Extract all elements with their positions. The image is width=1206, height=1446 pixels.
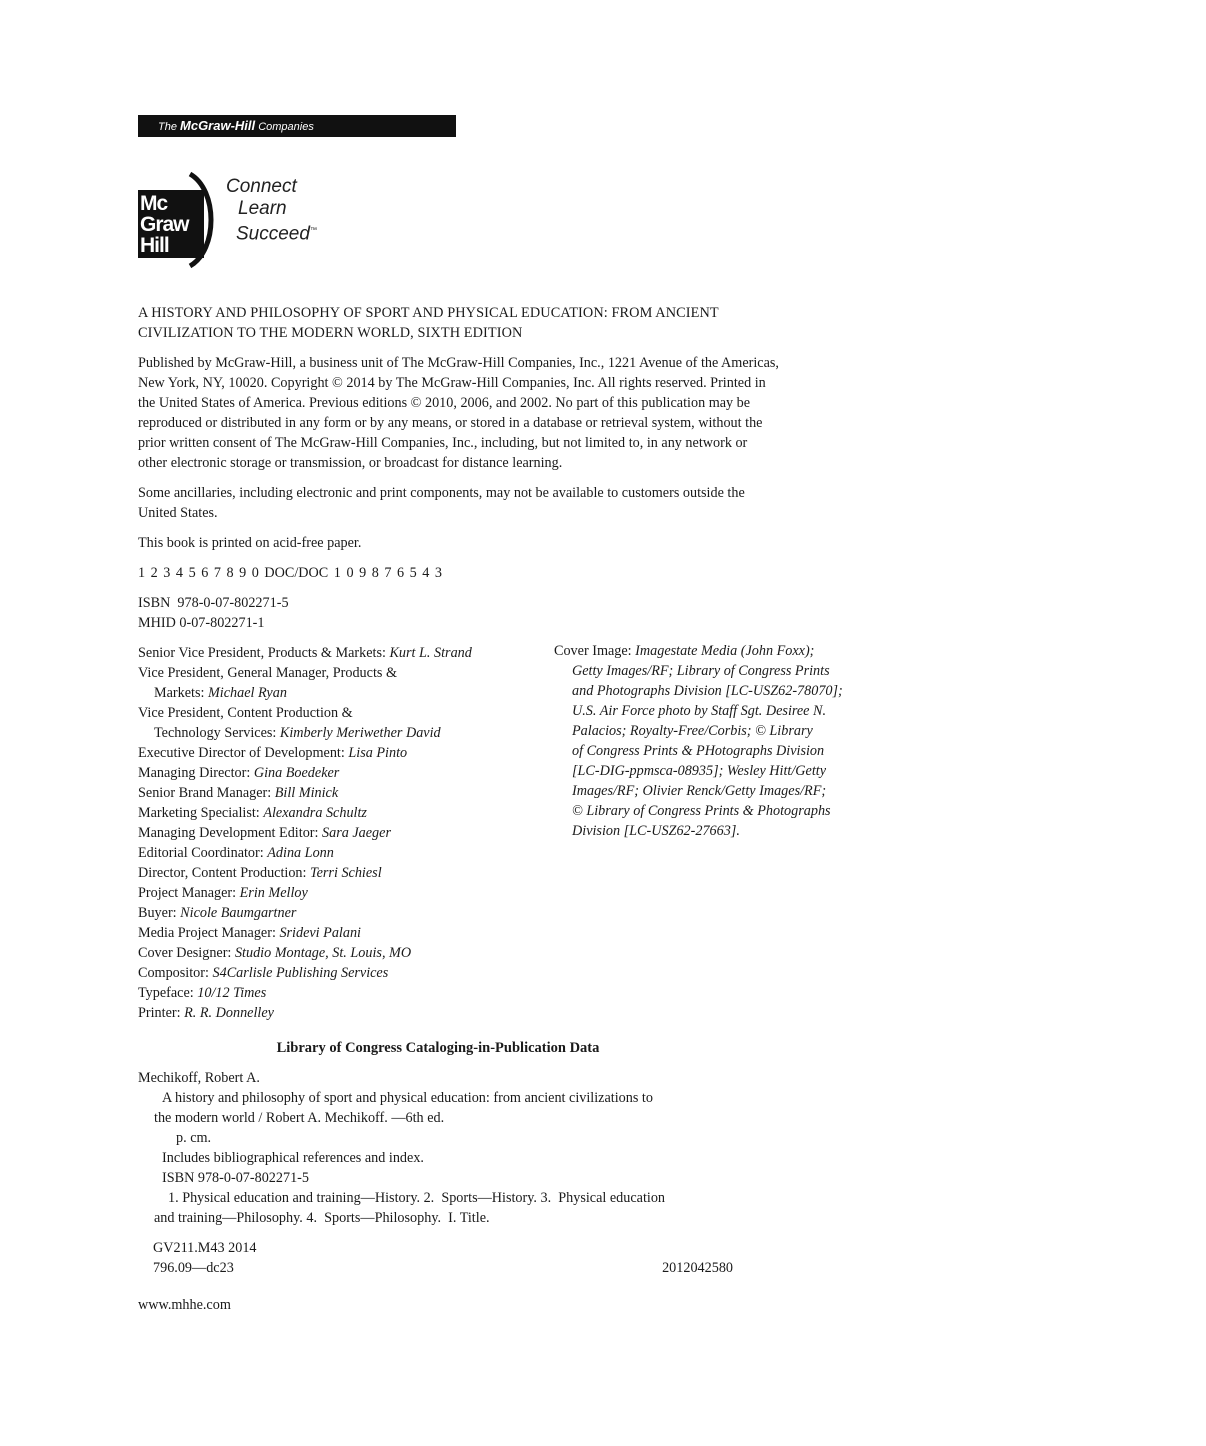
credit-role: Media Project Manager: bbox=[138, 925, 280, 941]
credit-line bbox=[138, 843, 538, 863]
credit-line bbox=[138, 683, 538, 703]
credit-role: Compositor: bbox=[138, 965, 213, 981]
credit-name: Gina Boedeker bbox=[253, 765, 340, 781]
paragraph-line: Published by McGraw-Hill, a business unit of The McGraw-Hill Companies, Inc., 1221 Avenue of the Americas, bbox=[138, 355, 779, 371]
cip-subjects-line: 1. Physical education and training—History. 2. Sports—History. 3. Physical education bbox=[168, 1190, 666, 1206]
paragraph-line: Some ancillaries, including electronic and print components, may not be available to customers outside the bbox=[138, 485, 745, 501]
credit-name: Lisa Pinto bbox=[348, 745, 408, 761]
credit-role: Typeface: bbox=[138, 985, 198, 1001]
cover-image-line bbox=[554, 721, 884, 741]
cover-image-text: Palacios; Royalty-Free/Corbis; © Library bbox=[572, 723, 813, 739]
cip-author: Mechikoff, Robert A. bbox=[138, 1070, 260, 1086]
credit-role: Project Manager: bbox=[138, 885, 240, 901]
credit-line bbox=[138, 903, 538, 923]
credit-name: Kimberly Meriwether David bbox=[279, 725, 441, 741]
cover-image-text: Division [LC-USZ62-27663]. bbox=[572, 823, 740, 839]
credit-role: Technology Services: bbox=[154, 725, 280, 741]
cover-image-text: of Congress Prints & PHotographs Division bbox=[572, 743, 825, 759]
cip-heading: Library of Congress Cataloging-in-Publication Data bbox=[276, 1040, 600, 1056]
logo-box-line: Hill bbox=[140, 234, 169, 257]
credit-role: Buyer: bbox=[138, 905, 181, 921]
logo-arc-icon bbox=[184, 170, 224, 270]
logo-box-line: Graw bbox=[140, 213, 189, 236]
mhid: MHID 0-07-802271-1 bbox=[138, 615, 265, 631]
credit-role: Markets: bbox=[154, 685, 208, 701]
credits-list bbox=[138, 643, 538, 1023]
tagline-line: Learn bbox=[238, 198, 287, 219]
cover-image-line bbox=[554, 801, 884, 821]
isbn-block bbox=[138, 593, 868, 633]
cover-image-text: Images/RF; Olivier Renck/Getty Images/RF; bbox=[572, 783, 827, 799]
acid-free-note: This book is printed on acid-free paper. bbox=[138, 535, 362, 551]
credit-line bbox=[138, 743, 538, 763]
cover-image-credit bbox=[554, 641, 884, 841]
credit-name: R. R. Donnelley bbox=[184, 1005, 274, 1021]
credit-line bbox=[138, 723, 538, 743]
credit-role: Senior Vice President, Products & Markets: bbox=[138, 645, 390, 661]
cip-lccn: 2012042580 bbox=[662, 1260, 733, 1276]
credit-line bbox=[138, 983, 538, 1003]
credit-name: Bill Minick bbox=[274, 785, 339, 801]
cover-image-text: U.S. Air Force photo by Staff Sgt. Desiree N. bbox=[572, 703, 827, 719]
credit-line bbox=[138, 663, 538, 683]
cover-image-label: Cover Image: bbox=[554, 643, 636, 659]
publisher-paragraph bbox=[138, 353, 868, 473]
credit-name: Erin Melloy bbox=[239, 885, 308, 901]
cover-image-line bbox=[554, 701, 884, 721]
print-line: 1 2 3 4 5 6 7 8 9 0 DOC/DOC 1 0 9 8 7 6 5 4 3 bbox=[138, 565, 443, 581]
credit-name: Adina Lonn bbox=[267, 845, 334, 861]
cover-image-text: [LC-DIG-ppmsca-08935]; Wesley Hitt/Getty bbox=[572, 763, 827, 779]
credit-line bbox=[138, 783, 538, 803]
cover-image-lines bbox=[554, 661, 884, 841]
cip-record bbox=[138, 1068, 738, 1228]
credit-line bbox=[138, 643, 538, 663]
credit-name: 10/12 Times bbox=[197, 985, 267, 1001]
credit-name: Michael Ryan bbox=[207, 685, 287, 701]
credit-name: Sara Jaeger bbox=[322, 825, 391, 841]
credit-role: Vice President, Content Production & bbox=[138, 705, 353, 721]
credit-name: Studio Montage, St. Louis, MO bbox=[234, 945, 412, 961]
credit-role: Marketing Specialist: bbox=[138, 805, 264, 821]
credit-line bbox=[138, 823, 538, 843]
credit-name: S4Carlisle Publishing Services bbox=[212, 965, 389, 981]
cover-image-first-line bbox=[554, 641, 884, 661]
mcgraw-hill-logo bbox=[138, 170, 338, 270]
title-line: A HISTORY AND PHILOSOPHY OF SPORT AND PHYSICAL EDUCATION: FROM ANCIENT bbox=[138, 305, 719, 321]
cip-call-number: GV211.M43 2014 bbox=[153, 1240, 257, 1256]
paragraph-line: prior written consent of The McGraw-Hill Companies, Inc., including, but not limited to, in any network or bbox=[138, 435, 748, 451]
credit-line bbox=[138, 703, 538, 723]
credit-role: Printer: bbox=[138, 1005, 185, 1021]
cip-title-line: A history and philosophy of sport and physical education: from ancient civilizations to bbox=[162, 1090, 653, 1106]
cip-pages: p. cm. bbox=[176, 1130, 212, 1146]
credit-name: Sridevi Palani bbox=[279, 925, 362, 941]
publisher-url: www.mhhe.com bbox=[138, 1297, 231, 1313]
credit-role: Managing Director: bbox=[138, 765, 254, 781]
trademark: ™ bbox=[309, 227, 317, 234]
banner-suffix: Companies bbox=[255, 121, 314, 133]
cover-image-line bbox=[554, 661, 884, 681]
credit-role: Editorial Coordinator: bbox=[138, 845, 268, 861]
cover-image-text: © Library of Congress Prints & Photographs bbox=[572, 803, 831, 819]
tagline-line: Connect bbox=[226, 176, 297, 197]
credit-role: Cover Designer: bbox=[138, 945, 235, 961]
paragraph-line: the United States of America. Previous editions © 2010, 2006, and 2002. No part of this publication may be bbox=[138, 395, 751, 411]
credit-role: Director, Content Production: bbox=[138, 865, 311, 881]
cover-image-line bbox=[554, 761, 884, 781]
credit-role: Executive Director of Development: bbox=[138, 745, 349, 761]
cip-includes: Includes bibliographical references and index. bbox=[162, 1150, 424, 1166]
credit-name: Terri Schiesl bbox=[310, 865, 382, 881]
mcgraw-hill-companies-banner bbox=[138, 115, 456, 137]
credit-role: Senior Brand Manager: bbox=[138, 785, 275, 801]
cover-image-source: Imagestate Media (John Foxx); bbox=[635, 643, 815, 659]
cip-subjects-line: and training—Philosophy. 4. Sports—Philosophy. I. Title. bbox=[154, 1210, 490, 1226]
cover-image-line bbox=[554, 781, 884, 801]
cover-image-line bbox=[554, 821, 884, 841]
cover-image-text: and Photographs Division [LC-USZ62-78070]; bbox=[572, 683, 843, 699]
book-title bbox=[138, 303, 838, 343]
credit-name: Kurt L. Strand bbox=[389, 645, 472, 661]
credit-role: Vice President, General Manager, Products & bbox=[138, 665, 397, 681]
cip-isbn: ISBN 978-0-07-802271-5 bbox=[162, 1170, 309, 1186]
credit-line bbox=[138, 943, 538, 963]
paragraph-line: New York, NY, 10020. Copyright © 2014 by The McGraw-Hill Companies, Inc. All rights reserved. Printed in bbox=[138, 375, 766, 391]
paragraph-line: other electronic storage or transmission, or broadcast for distance learning. bbox=[138, 455, 563, 471]
cover-image-line bbox=[554, 741, 884, 761]
credit-line bbox=[138, 923, 538, 943]
credit-line bbox=[138, 863, 538, 883]
credit-name: Alexandra Schultz bbox=[263, 805, 367, 821]
cover-image-line bbox=[554, 681, 884, 701]
cip-title-line: the modern world / Robert A. Mechikoff. —6th ed. bbox=[154, 1110, 445, 1126]
credit-line bbox=[138, 1003, 538, 1023]
credit-line bbox=[138, 803, 538, 823]
ancillaries-paragraph bbox=[138, 483, 868, 523]
banner-brand: McGraw-Hill bbox=[180, 118, 256, 133]
isbn: ISBN 978-0-07-802271-5 bbox=[138, 595, 289, 611]
cip-classification bbox=[153, 1238, 733, 1278]
logo-tagline bbox=[226, 176, 317, 245]
banner-prefix: The bbox=[158, 121, 181, 133]
credit-role: Managing Development Editor: bbox=[138, 825, 323, 841]
tagline-line bbox=[226, 220, 317, 245]
paragraph-line: United States. bbox=[138, 505, 218, 521]
credit-name: Nicole Baumgartner bbox=[180, 905, 297, 921]
cip-dewey: 796.09—dc23 bbox=[153, 1260, 234, 1276]
logo-box-line: Mc bbox=[140, 192, 168, 215]
paragraph-line: reproduced or distributed in any form or by any means, or stored in a database or retrieval system, without the bbox=[138, 415, 763, 431]
credit-line bbox=[138, 963, 538, 983]
cover-image-text: Getty Images/RF; Library of Congress Prints bbox=[572, 663, 830, 679]
title-line: CIVILIZATION TO THE MODERN WORLD, SIXTH EDITION bbox=[138, 325, 523, 341]
tagline-word: Succeed bbox=[236, 223, 310, 245]
credit-line bbox=[138, 763, 538, 783]
credit-line bbox=[138, 883, 538, 903]
